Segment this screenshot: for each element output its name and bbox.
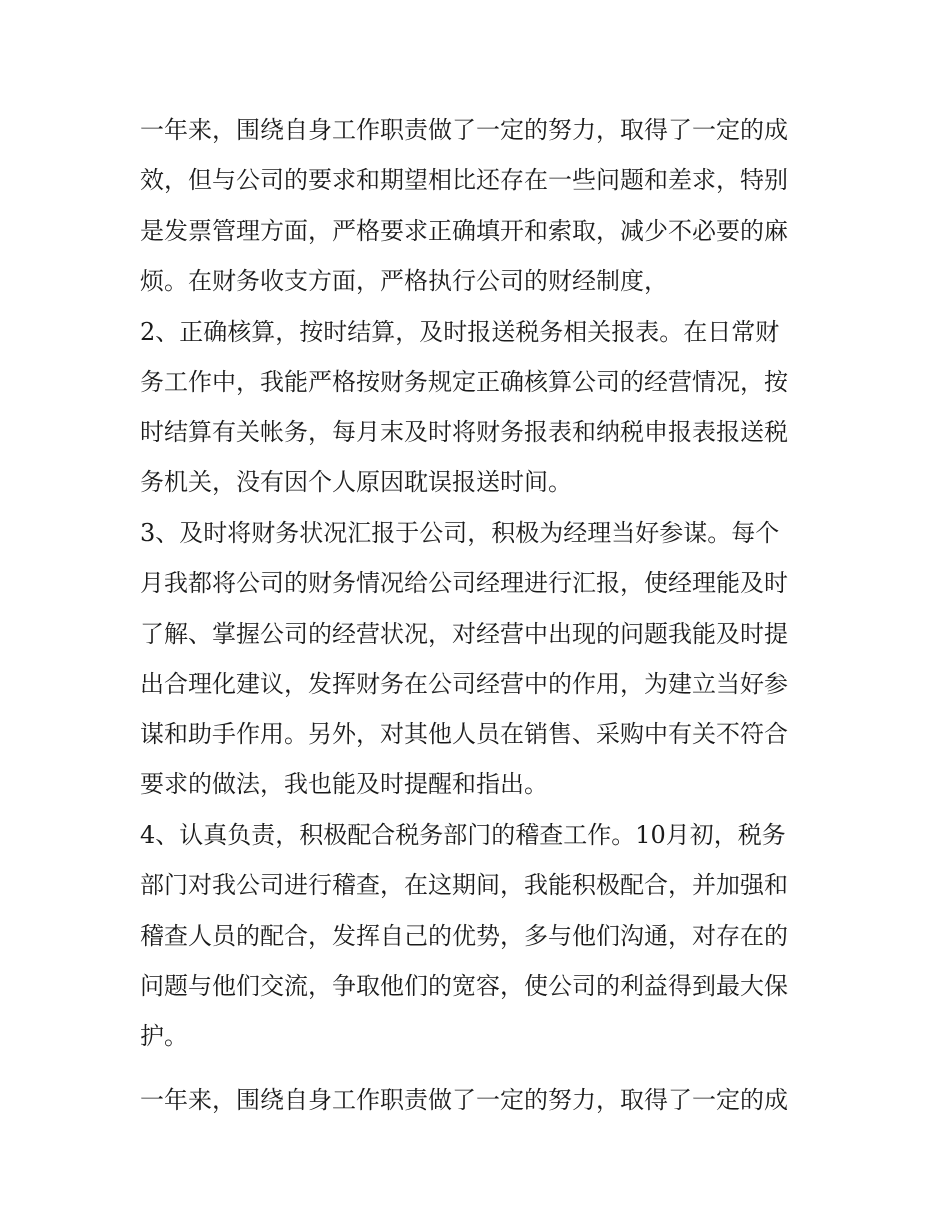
text-line: 要求的做法，我也能及时提醒和指出。: [140, 770, 548, 798]
text-line: 了解、掌握公司的经营状况，对经营中出现的问题我能及时提: [140, 620, 788, 648]
text-line: 一年来，围绕自身工作职责做了一定的努力，取得了一定的成: [140, 1086, 788, 1114]
text-line: 务工作中，我能严格按财务规定正确核算公司的经营情况，按: [140, 368, 788, 396]
text-line: 烦。在财务收支方面，严格执行公司的财经制度，: [140, 267, 668, 295]
text-line: 一年来，围绕自身工作职责做了一定的努力，取得了一定的成: [140, 116, 788, 144]
text-line: 2、正确核算，按时结算，及时报送税务相关报表。在日常财: [140, 318, 780, 346]
text-line: 4、认真负责，积极配合税务部门的稽查工作。10月初，税务: [140, 821, 786, 849]
text-line: 部门对我公司进行稽查，在这期间，我能积极配合，并加强和: [140, 871, 788, 899]
text-line: 是发票管理方面，严格要求正确填开和索取，减少不必要的麻: [140, 217, 788, 245]
text-line: 出合理化建议，发挥财务在公司经营中的作用，为建立当好参: [140, 670, 788, 698]
text-line: 问题与他们交流，争取他们的宽容，使公司的利益得到最大保: [140, 972, 788, 1000]
text-line: 时结算有关帐务，每月末及时将财务报表和纳税申报表报送税: [140, 418, 788, 446]
text-line: 效，但与公司的要求和期望相比还存在一些问题和差求，特别: [140, 166, 788, 194]
text-line: 护。: [140, 1022, 188, 1050]
text-line: 务机关，没有因个人原因耽误报送时间。: [140, 468, 572, 496]
text-line: 稽查人员的配合，发挥自己的优势，多与他们沟通，对存在的: [140, 922, 788, 950]
text-line: 谋和助手作用。另外，对其他人员在销售、采购中有关不符合: [140, 720, 788, 748]
text-line: 3、及时将财务状况汇报于公司，积极为经理当好参谋。每个: [140, 519, 780, 547]
text-line: 月我都将公司的财务情况给公司经理进行汇报，使经理能及时: [140, 569, 788, 597]
